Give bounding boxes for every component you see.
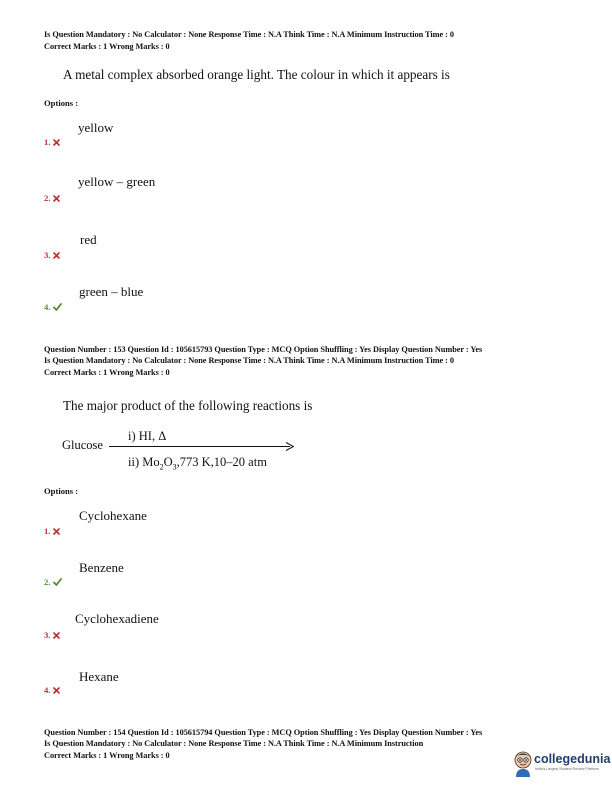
option-number-2 (44, 577, 62, 588)
reaction-step-2-text: ii) Mo (128, 455, 160, 469)
marks-line: Correct Marks : 1 Wrong Marks : 0 (44, 42, 170, 51)
option-number-2 (44, 193, 60, 204)
option-text: yellow (78, 120, 114, 135)
cross-icon (53, 194, 60, 204)
collegedunia-watermark (510, 750, 612, 780)
brand-name: collegedunia (534, 752, 611, 766)
subscript: 3 (172, 462, 177, 472)
options-label: Options : (44, 98, 79, 108)
option-number-3 (44, 630, 60, 641)
question-meta-line: Is Question Mandatory : No Calculator : None Response Time : N.A Think Time : N.A Minimum Instruction Time : 0 (44, 356, 454, 365)
reaction-step-2-text: O (163, 455, 173, 469)
mascot-icon (512, 750, 534, 778)
reactant-label: Glucose (62, 438, 103, 452)
option-number-4 (44, 302, 62, 313)
reaction-step-2-text: ,773 K,10–20 atm (176, 455, 267, 469)
question-text: A metal complex absorbed orange light. The colour in which it appears is (63, 67, 450, 82)
option-text: yellow – green (78, 174, 156, 189)
cross-icon (53, 527, 60, 537)
question-meta-line: Question Number : 153 Question Id : 105615793 Question Type : MCQ Option Shuffling : Yes Display Question Number : Yes (44, 345, 483, 354)
question-meta-line: Is Question Mandatory : No Calculator : None Response Time : N.A Think Time : N.A Minimum Instruction (44, 739, 424, 748)
option-number-label: 3. (44, 250, 51, 260)
option-number-label: 3. (44, 630, 51, 640)
option-number-label: 2. (44, 577, 51, 587)
option-number-1 (44, 526, 60, 537)
option-number-4 (44, 685, 60, 696)
reaction-arrow-line (109, 446, 290, 447)
check-icon (53, 303, 62, 313)
option-text: Benzene (79, 560, 124, 575)
option-text: Cyclohexadiene (75, 611, 159, 626)
brand-tagline: India's Largest Student Review Platform (535, 767, 599, 771)
option-text: Hexane (79, 669, 119, 684)
cross-icon (53, 251, 60, 261)
cross-icon (53, 686, 60, 696)
option-text: red (80, 232, 97, 247)
cross-icon (53, 138, 60, 148)
reaction-step-2 (128, 455, 267, 472)
question-meta-line: Question Number : 154 Question Id : 105615794 Question Type : MCQ Option Shuffling : Yes Display Question Number : Yes (44, 728, 483, 737)
option-number-label: 4. (44, 302, 51, 312)
subscript: 2 (159, 462, 164, 472)
option-number-label: 1. (44, 526, 51, 536)
option-number-label: 2. (44, 193, 51, 203)
option-number-label: 4. (44, 685, 51, 695)
option-text: Cyclohexane (79, 508, 147, 523)
options-label: Options : (44, 486, 79, 496)
check-icon (53, 578, 62, 588)
reaction-step-1: i) HI, Δ (128, 429, 167, 443)
option-text: green – blue (79, 284, 144, 299)
cross-icon (53, 631, 60, 641)
marks-line: Correct Marks : 1 Wrong Marks : 0 (44, 751, 170, 760)
question-meta-line: Is Question Mandatory : No Calculator : None Response Time : N.A Think Time : N.A Minimum Instruction Time : 0 (44, 30, 454, 39)
option-number-label: 1. (44, 137, 51, 147)
reaction-arrow-head-icon (286, 442, 294, 451)
marks-line: Correct Marks : 1 Wrong Marks : 0 (44, 368, 170, 377)
option-number-3 (44, 250, 60, 261)
question-text: The major product of the following reactions is (63, 398, 313, 413)
option-number-1 (44, 137, 60, 148)
